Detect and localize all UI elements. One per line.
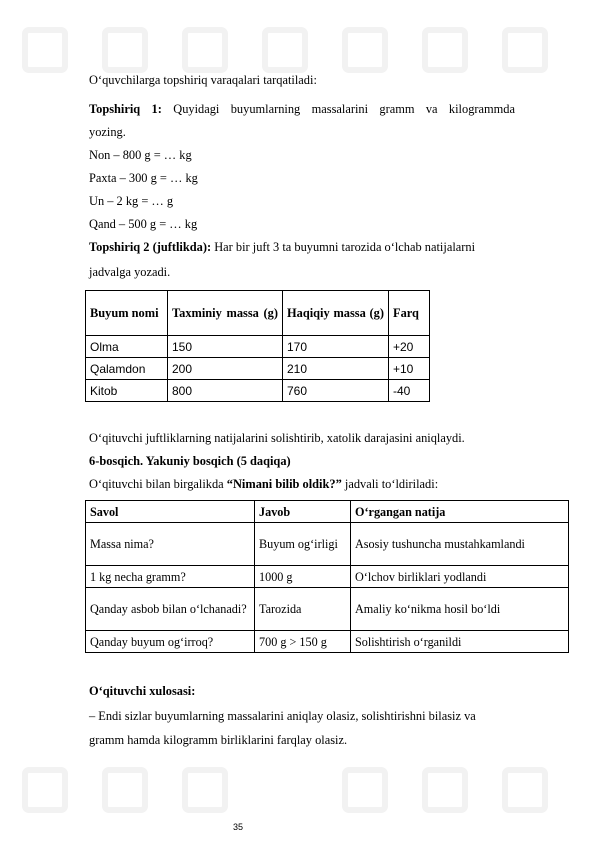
summary-table xyxy=(85,500,569,653)
task1-line xyxy=(89,102,515,117)
table-cell: +20 xyxy=(389,336,430,358)
conclusion-line: gramm hamda kilogramm birliklarini farqlay olasiz. xyxy=(89,733,348,747)
table-cell: 1000 g xyxy=(255,566,351,588)
table-row xyxy=(86,380,430,402)
table-header-row xyxy=(86,501,569,523)
table-cell: Tarozida xyxy=(255,588,351,631)
exercise-item: Un – 2 kg = … g xyxy=(89,194,174,208)
table-header-cell: Savol xyxy=(86,501,255,523)
task2-text: Har bir juft 3 ta buyumni tarozida o‘lchab natijalarni xyxy=(214,240,476,254)
table-cell: 210 xyxy=(283,358,389,380)
table-cell: O‘lchov birliklari yodlandi xyxy=(351,566,569,588)
measurement-table xyxy=(85,290,430,402)
teacher-with-tail: jadvali to‘ldiriladi: xyxy=(344,477,439,491)
teacher-with-quote: “Nimani bilib oldik?” xyxy=(226,477,342,491)
table-cell: Buyum og‘irligi xyxy=(255,523,351,566)
table-cell: +10 xyxy=(389,358,430,380)
table-header-cell: Farq xyxy=(389,291,430,336)
table-header-row xyxy=(86,291,430,336)
exercise-item: Paxta – 300 g = … kg xyxy=(89,171,198,185)
table-cell: 800 xyxy=(168,380,283,402)
task2-label: Topshiriq 2 (juftlikda): xyxy=(89,240,212,254)
table-cell: 760 xyxy=(283,380,389,402)
compare-line: O‘qituvchi juftliklarning natijalarini solishtirib, xatolik darajasini aniqlaydi. xyxy=(89,431,465,445)
table-row xyxy=(86,631,569,653)
table-cell: 200 xyxy=(168,358,283,380)
table-row xyxy=(86,523,569,566)
exercise-item: Qand – 500 g = … kg xyxy=(89,217,198,231)
table-cell: Asosiy tushuncha mustahkamlandi xyxy=(351,523,569,566)
table-cell: Amaliy ko‘nikma hosil bo‘ldi xyxy=(351,588,569,631)
conclusion-line: – Endi sizlar buyumlarning massalarini aniqlay olasiz, solishtirishni bilasiz va xyxy=(89,709,476,723)
table-header-cell: Javob xyxy=(255,501,351,523)
table-cell: Kitob xyxy=(86,380,168,402)
table-cell: Qalamdon xyxy=(86,358,168,380)
intro-line: O‘quvchilarga topshiriq varaqalari tarqatiladi: xyxy=(89,73,317,87)
task1-text: Quyidagi buyumlarning massalarini gramm va kilogrammda xyxy=(173,102,515,116)
table-cell: Qanday buyum og‘irroq? xyxy=(86,631,255,653)
table-cell: -40 xyxy=(389,380,430,402)
exercise-item: Non – 800 g = … kg xyxy=(89,148,192,162)
task2-text-cont: jadvalga yozadi. xyxy=(89,265,171,279)
table-header-cell: O‘rgangan natija xyxy=(351,501,569,523)
table-cell: Qanday asbob bilan o‘lchanadi? xyxy=(86,588,255,631)
table-row xyxy=(86,566,569,588)
page-number: 35 xyxy=(233,822,244,832)
task1-label: Topshiriq 1: xyxy=(89,102,162,116)
table-cell: 1 kg necha gramm? xyxy=(86,566,255,588)
conclusion-heading-text: O‘qituvchi xulosasi: xyxy=(89,684,196,698)
task2-line xyxy=(89,240,475,255)
table-cell: Solishtirish o‘rganildi xyxy=(351,631,569,653)
table-cell: 150 xyxy=(168,336,283,358)
table-header-cell: Haqiqiy massa (g) xyxy=(283,291,389,336)
step6-heading xyxy=(89,454,291,469)
table-header-cell: Taxminiy massa (g) xyxy=(168,291,283,336)
table-row xyxy=(86,358,430,380)
teacher-with-text: O‘qituvchi bilan birgalikda xyxy=(89,477,224,491)
conclusion-heading xyxy=(89,684,195,699)
table-cell: Olma xyxy=(86,336,168,358)
teacher-with-line xyxy=(89,477,438,492)
table-header-cell: Buyum nomi xyxy=(86,291,168,336)
table-cell: 170 xyxy=(283,336,389,358)
table-cell: Massa nima? xyxy=(86,523,255,566)
step6-heading-text: 6-bosqich. Yakuniy bosqich (5 daqiqa) xyxy=(89,454,291,468)
table-row xyxy=(86,336,430,358)
task1-text-cont: yozing. xyxy=(89,125,126,139)
table-cell: 700 g > 150 g xyxy=(255,631,351,653)
table-row xyxy=(86,588,569,631)
